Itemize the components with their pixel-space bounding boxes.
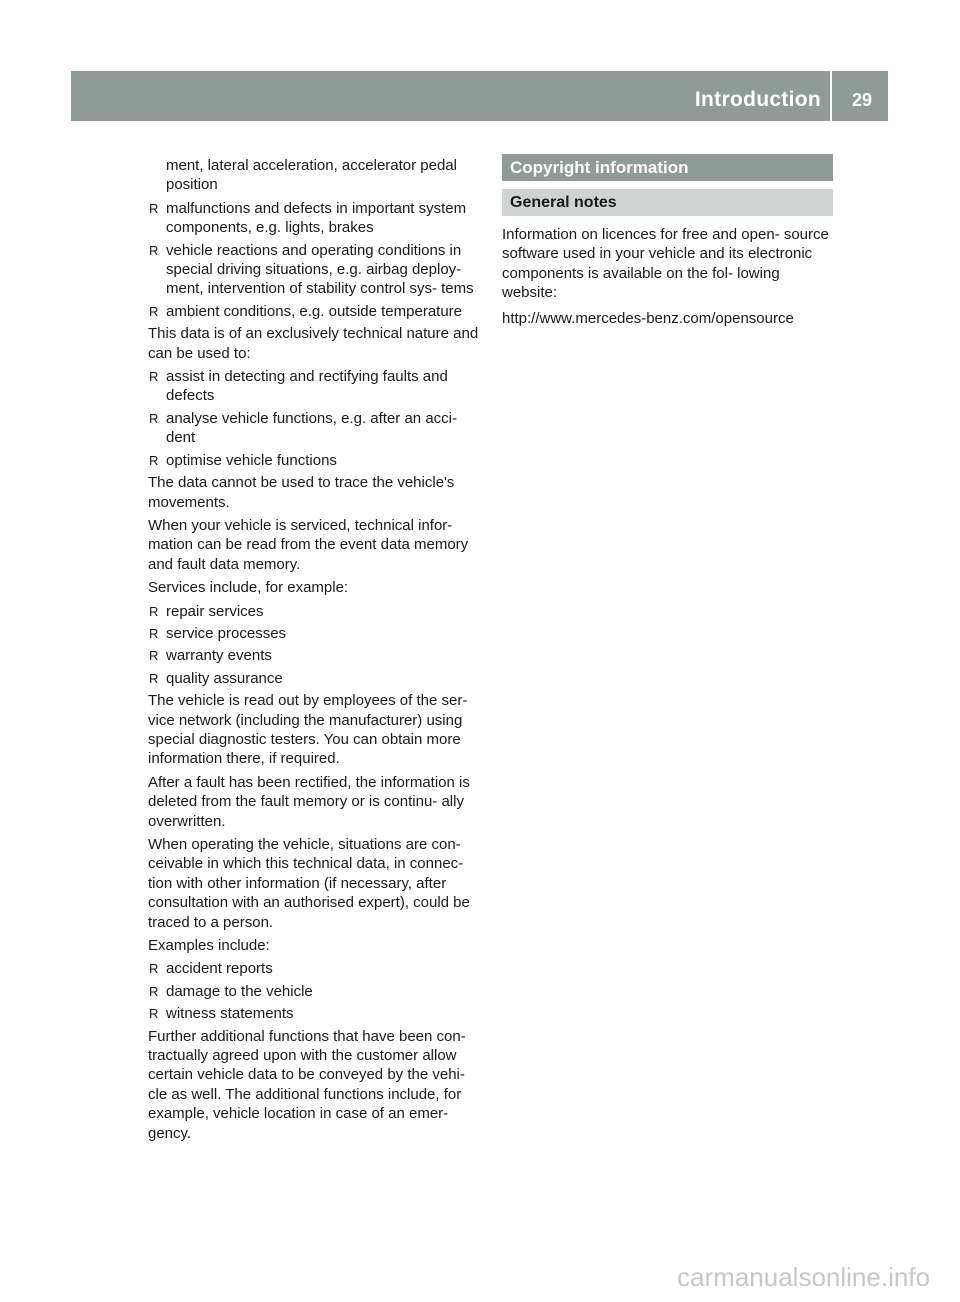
bullet-r-icon: R [149,303,159,319]
bullet-r-icon: R [149,200,159,216]
list-item: R ambient conditions, e.g. outside temperature [149,302,463,320]
paragraph: When your vehicle is serviced, technical infor- mation can be read from the event data memory and fault data memory. [148,516,469,573]
list-item: R repair services [149,602,264,620]
bullet-r-icon: R [149,1006,159,1022]
list-item: R quality assurance [149,669,283,687]
paragraph: This data is of an exclusively technical nature and can be used to: [148,325,479,362]
list-item: R witness statements [149,1005,294,1023]
subsection-heading: General notes [502,189,833,216]
bullet-r-icon: R [149,961,159,977]
bullet-r-icon: R [149,242,159,258]
paragraph: Further additional functions that have been con- tractually agreed upon with the customer allow certain vehicle data to be conveyed by the vehi- cle as well. The additional functions include, for example, vehicle location in case of an emer- gency. [148,1027,466,1142]
section-heading: Copyright information [502,154,833,181]
right-column [502,154,833,332]
paragraph: The vehicle is read out by employees of the ser- vice network (including the manufacturer) using special diagnostic testers. You can obtain more information there, if required. [148,692,468,768]
bullet-list-data-types [148,199,482,321]
bullet-r-icon: R [149,983,159,999]
left-column [148,156,482,1147]
list-item: R warranty events [149,647,272,665]
watermark: carmanualsonline.info [677,1262,930,1292]
bullet-r-icon: R [149,452,159,468]
continued-text: ment, lateral acceleration, accelerator pedal position [166,157,457,194]
paragraph: The data cannot be used to trace the vehicle's movements. [148,474,455,511]
list-item: R assist in detecting and rectifying faults and defects [149,368,448,405]
list-item: R service processes [149,624,287,642]
chapter-title: Introduction [694,88,821,111]
bullet-r-icon: R [149,625,159,641]
bullet-r-icon: R [149,410,159,426]
bullet-r-icon: R [149,648,159,664]
bullet-list-examples [148,959,482,1023]
list-item: R damage to the vehicle [149,982,313,1000]
paragraph: Services include, for example: [148,579,349,597]
bullet-list-services [148,602,482,689]
bullet-r-icon: R [149,670,159,686]
bullet-r-icon: R [149,369,159,385]
paragraph: Examples include: [148,937,270,955]
list-item: R accident reports [149,960,273,978]
header-divider [830,71,832,121]
paragraph: When operating the vehicle, situations are con- ceivable in which this technical data, in connec- tion with other information (if necessary, after consultation with an authorised expert), could be traced to a person. [148,836,470,931]
list-item: R analyse vehicle functions, e.g. after an acci- dent [149,409,457,447]
list-item: R optimise vehicle functions [149,451,337,469]
bullet-list-uses [148,367,482,470]
bullet-r-icon: R [149,603,159,619]
opensource-link[interactable]: http://www.mercedes-benz.com/opensource [502,309,794,327]
paragraph: Information on licences for free and open- source software used in your vehicle and its electronic components is available on the fol- lowing website: [502,226,829,302]
paragraph: After a fault has been rectified, the information is deleted from the fault memory or is continu- ally overwritten. [148,773,470,830]
page-number: 29 [851,90,872,110]
list-item: R malfunctions and defects in important system components, e.g. lights, brakes [149,199,467,237]
page-header [71,71,888,121]
list-item: R vehicle reactions and operating conditions in special driving situations, e.g. airbag deploy- ment, intervention of stability control sys- tems [149,241,474,298]
